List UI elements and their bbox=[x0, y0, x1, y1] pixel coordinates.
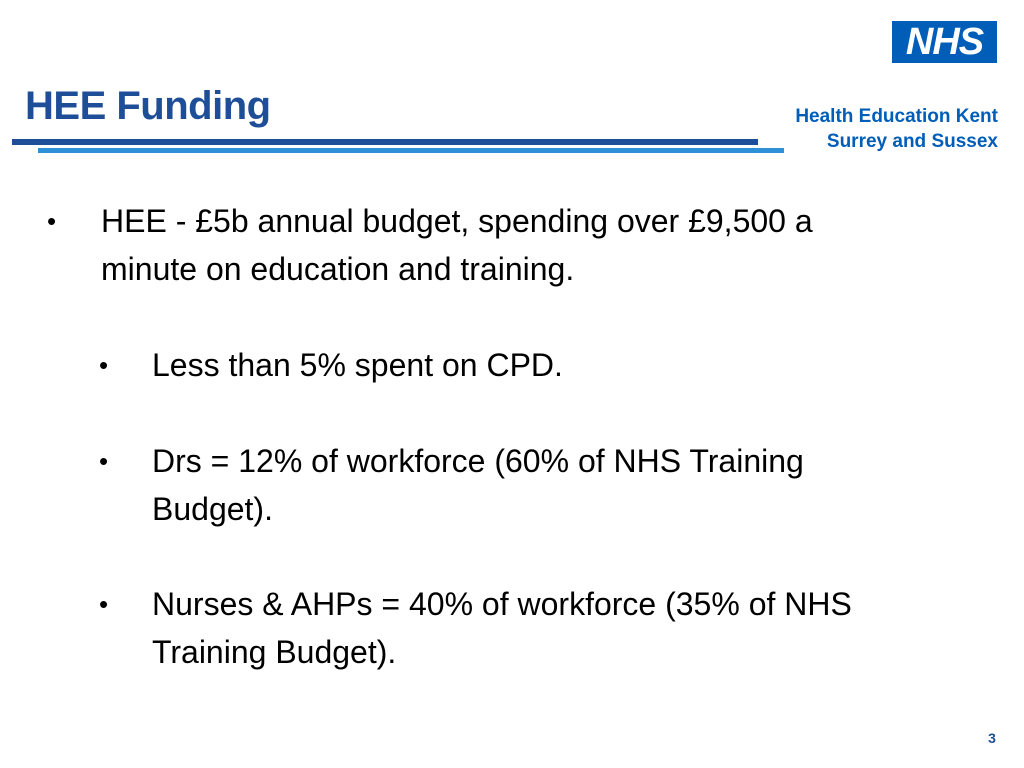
organization-name-line1: Health Education Kent bbox=[795, 106, 998, 127]
bullet-marker-icon: • bbox=[99, 589, 109, 619]
bullet-text: Less than 5% spent on CPD. bbox=[152, 347, 563, 383]
bullet-text: Nurses & AHPs = 40% of workforce (35% of NHS Training Budget). bbox=[152, 586, 852, 670]
bullet-text: Drs = 12% of workforce (60% of NHS Training Budget). bbox=[152, 443, 804, 527]
organization-name-line2: Surrey and Sussex bbox=[826, 131, 998, 152]
bullet-marker-icon: • bbox=[99, 350, 109, 380]
bullet-marker-icon: • bbox=[47, 206, 57, 236]
page-number: 3 bbox=[988, 730, 996, 746]
bullet-text: HEE - £5b annual budget, spending over £9,500 a minute on education and training. bbox=[101, 203, 813, 287]
slide-title: HEE Funding bbox=[25, 84, 271, 128]
bullet-marker-icon: • bbox=[99, 446, 109, 476]
nhs-logo-text: NHS bbox=[905, 21, 984, 63]
